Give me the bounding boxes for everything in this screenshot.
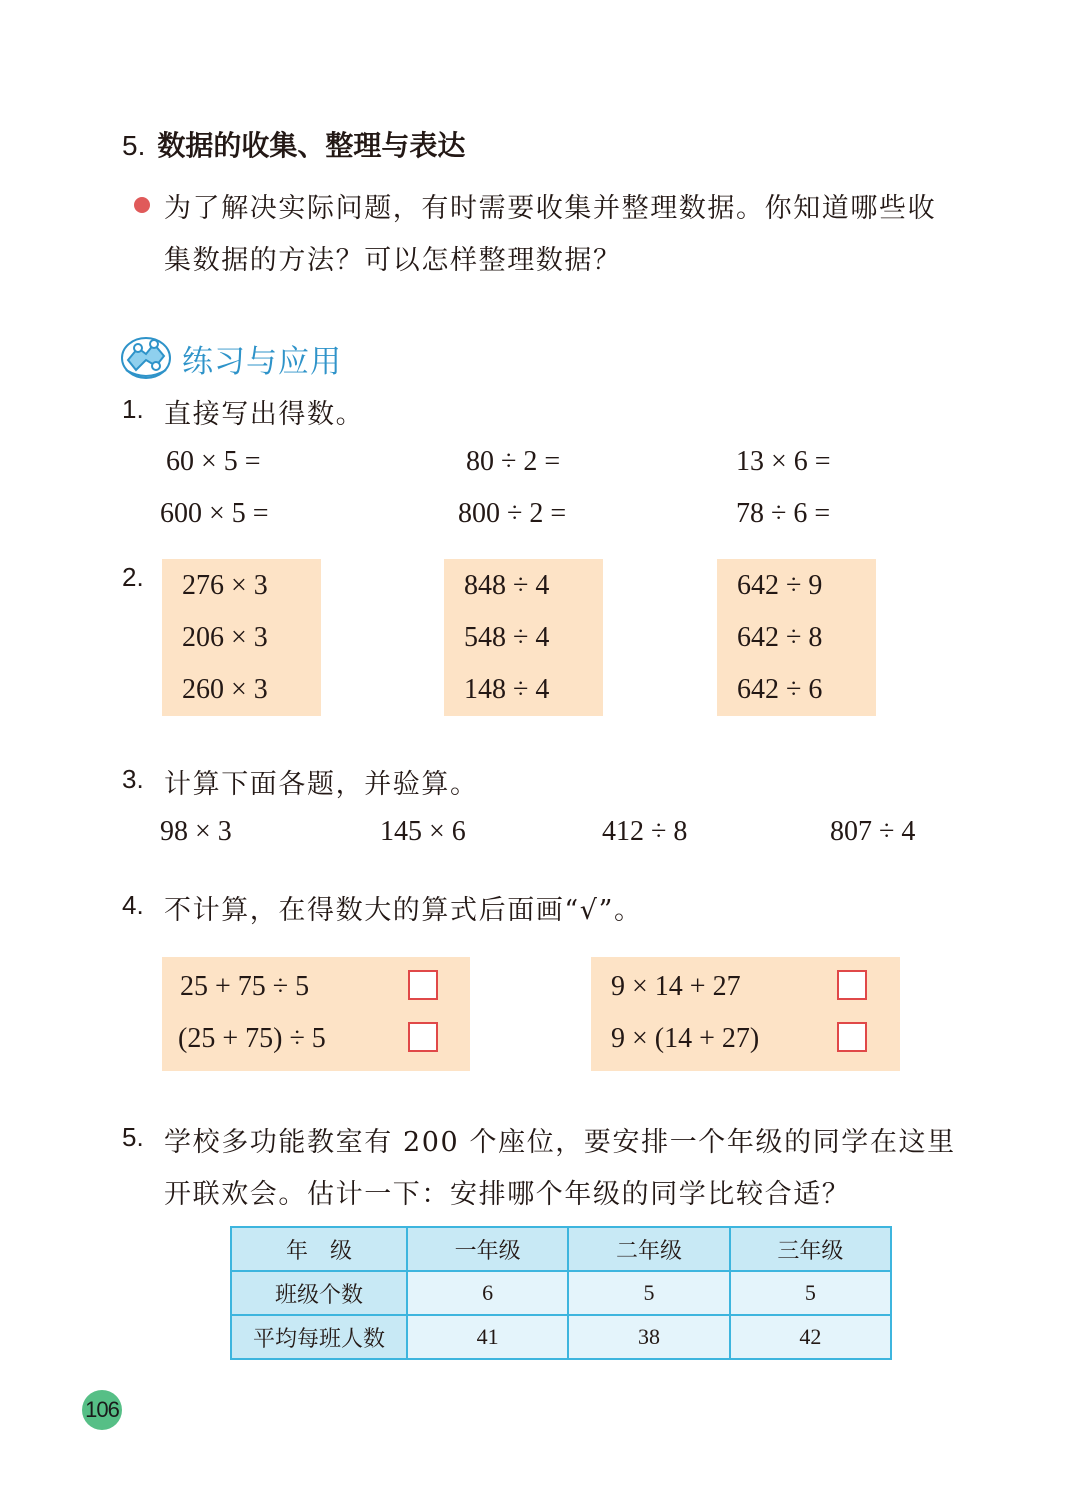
table-cell: 5 [730, 1271, 891, 1315]
table-cell: 42 [730, 1315, 891, 1359]
intro-line-2: 集数据的方法？可以怎样整理数据？ [164, 245, 622, 276]
table-header-cell: 三年级 [730, 1227, 891, 1271]
table-header-cell: 二年级 [568, 1227, 729, 1271]
q3-expr: 807 ÷ 4 [830, 816, 916, 847]
table-header-cell: 年 级 [231, 1227, 407, 1271]
q1-expr: 800 ÷ 2 = [458, 498, 567, 529]
q2-box [444, 559, 603, 716]
section-title [122, 124, 465, 164]
table-row [231, 1315, 891, 1359]
q3-number: 3. [122, 764, 144, 794]
q2-expr: 848 ÷ 4 [464, 570, 550, 601]
table-header-cell: 一年级 [407, 1227, 568, 1271]
q5-line-2: 开联欢会。估计一下：安排哪个年级的同学比较合适？ [164, 1179, 851, 1210]
q2-number: 2. [122, 562, 144, 592]
q3-text: 计算下面各题，并验算。 [164, 769, 479, 800]
q1-expr: 600 × 5 = [160, 498, 269, 529]
table-header-row [231, 1227, 891, 1271]
q2-expr: 642 ÷ 9 [737, 570, 823, 601]
q4-text: 不计算，在得数大的算式后面画“√”。 [164, 895, 643, 926]
q1-number: 1. [122, 394, 144, 424]
q2-box [717, 559, 876, 716]
q1-expr: 60 × 5 = [166, 446, 261, 477]
q2-box [162, 559, 321, 716]
practice-title: 练习与应用 [182, 344, 342, 380]
q3-expr: 98 × 3 [160, 816, 232, 847]
q2-expr: 260 × 3 [182, 674, 268, 705]
intro-line-1: 为了解决实际问题，有时需要收集并整理数据。你知道哪些收 [164, 193, 937, 224]
q3-expr: 412 ÷ 8 [602, 816, 688, 847]
q2-expr: 548 ÷ 4 [464, 622, 550, 653]
q4-number: 4. [122, 890, 144, 920]
table-cell: 6 [407, 1271, 568, 1315]
bullet-dot-icon [134, 197, 150, 213]
q3-expr: 145 × 6 [380, 816, 466, 847]
q4-expr: 9 × (14 + 27) [611, 1023, 760, 1054]
q4-expr: 9 × 14 + 27 [611, 971, 741, 1002]
table-cell: 41 [407, 1315, 568, 1359]
q1-expr: 78 ÷ 6 = [736, 498, 831, 529]
q2-expr: 642 ÷ 6 [737, 674, 823, 705]
q2-expr: 148 ÷ 4 [464, 674, 550, 705]
table-row-label: 平均每班人数 [231, 1315, 407, 1359]
check-box[interactable] [408, 970, 438, 1000]
q4-expr: 25 + 75 ÷ 5 [180, 971, 310, 1002]
q2-expr: 276 × 3 [182, 570, 268, 601]
section-number: 5. [122, 130, 146, 161]
check-box[interactable] [408, 1022, 438, 1052]
grade-table [230, 1226, 892, 1360]
q1-expr: 80 ÷ 2 = [466, 446, 561, 477]
check-box[interactable] [837, 1022, 867, 1052]
table-row-label: 班级个数 [231, 1271, 407, 1315]
table-cell: 38 [568, 1315, 729, 1359]
q2-expr: 206 × 3 [182, 622, 268, 653]
q4-box [162, 957, 470, 1071]
q2-expr: 642 ÷ 8 [737, 622, 823, 653]
q5-number: 5. [122, 1122, 144, 1152]
q5-line-1: 学校多功能教室有 200 个座位，要安排一个年级的同学在这里 [164, 1127, 956, 1158]
puzzle-icon [120, 330, 172, 386]
page-number-badge: 106 [82, 1390, 122, 1430]
q1-text: 直接写出得数。 [164, 399, 365, 430]
q4-box [591, 957, 900, 1071]
q4-expr: (25 + 75) ÷ 5 [178, 1023, 326, 1054]
q1-expr: 13 × 6 = [736, 446, 831, 477]
check-box[interactable] [837, 970, 867, 1000]
table-row [231, 1271, 891, 1315]
table-cell: 5 [568, 1271, 729, 1315]
section-title-text: 数据的收集、整理与表达 [157, 129, 466, 162]
